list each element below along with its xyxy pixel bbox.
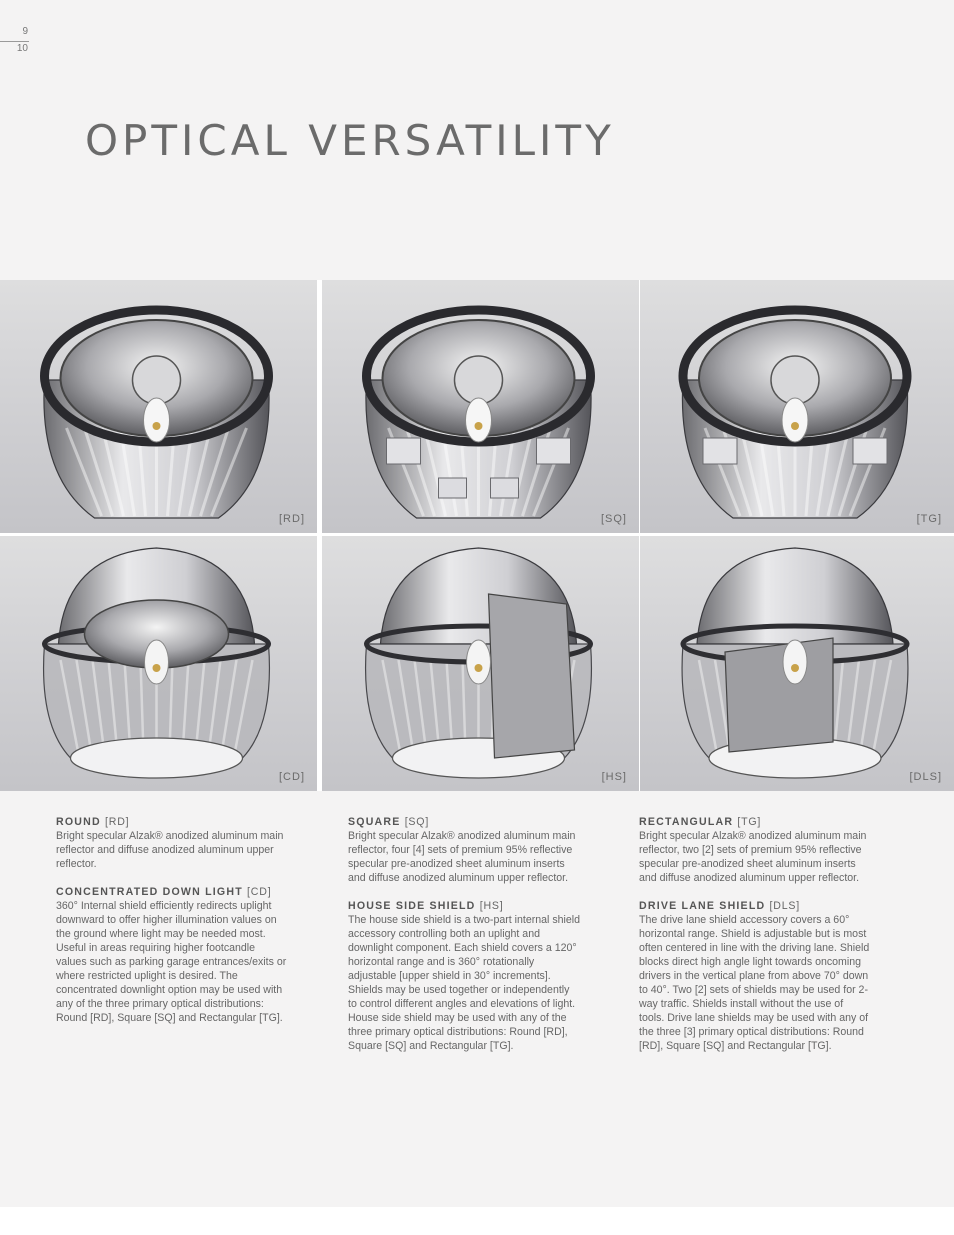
image-tag-cd: [CD] xyxy=(279,771,305,783)
column-right xyxy=(639,815,871,1067)
luminaire-illustration xyxy=(640,280,954,533)
image-tag-rd: [RD] xyxy=(279,513,305,525)
heading-rectangular: RECTANGULAR [TG] xyxy=(639,816,762,828)
text-drive-lane-shield: The drive lane shield accessory covers a 60° horizontal range. Shield is adjustable but is most often centered in line with the driving lane. Shield blocks direct high angle light towards oncoming drivers in the vertical plane from above 70° down to 40°. Two [2] sets of shields may be used for 2-way traffic. Shields install without the use of tools. Drive lane shields may be used with any of the three [3] primary optical distributions: Round [RD], Square [SQ] and Rectangular [TG]. xyxy=(639,914,870,1052)
image-tag-dls: [DLS] xyxy=(909,771,942,783)
image-tag-sq: [SQ] xyxy=(600,513,627,525)
heading-concentrated-down-light: CONCENTRATED DOWN LIGHT [CD] xyxy=(56,886,272,898)
text-round: Bright specular Alzak® anodized aluminum main reflector and diffuse anodized aluminum upper reflector. xyxy=(56,830,284,870)
heading-square: SQUARE [SQ] xyxy=(348,816,430,828)
image-rectangular xyxy=(640,280,954,533)
page-title: OPTICAL VERSATILITY xyxy=(85,116,615,165)
luminaire-illustration xyxy=(322,280,639,533)
column-middle xyxy=(348,815,580,1067)
image-house-side xyxy=(322,536,639,791)
heading-drive-lane-shield: DRIVE LANE SHIELD [DLS] xyxy=(639,900,801,912)
page-number-next: 10 xyxy=(16,43,28,54)
heading-house-side-shield: HOUSE SIDE SHIELD [HS] xyxy=(348,900,504,912)
luminaire-illustration xyxy=(640,536,954,791)
text-house-side-shield: The house side shield is a two-part internal shield accessory controlling both an uplight and downlight component. Each shield covers a 120° horizontal range and is 360° rotationally adjustable [upper shield in 30° increments]. Shields may be used together or independently to control different angles and elevations of light. House side shield may be used with any of the three primary optical distributions: Round [RD], Square [SQ] and Rectangular [TG]. xyxy=(348,914,581,1052)
image-concentrated xyxy=(0,536,317,791)
column-left xyxy=(56,815,288,1039)
image-drive-lane xyxy=(640,536,954,791)
luminaire-illustration xyxy=(322,536,639,791)
image-tag-tg: [TG] xyxy=(916,513,942,525)
text-concentrated-down-light: 360° Internal shield efficiently redirects uplight downward to offer higher illumination values on the ground where light may be needed most. Useful in areas requiring higher footcandle values such as parking garage entrances/exits or where restricted uplight is desired. The concentrated downlight option may be used with any of the three primary optical distributions: Round [RD], Square [SQ] and Rectangular [TG]. xyxy=(56,900,287,1024)
image-square xyxy=(322,280,639,533)
luminaire-illustration xyxy=(0,280,317,533)
luminaire-illustration xyxy=(0,536,317,791)
heading-round: ROUND [RD] xyxy=(56,816,130,828)
image-grid xyxy=(0,280,954,791)
text-square: Bright specular Alzak® anodized aluminum main reflector, four [4] sets of premium 95% reflective specular pre-anodized sheet aluminum inserts and diffuse anodized aluminum upper reflector. xyxy=(348,830,576,884)
text-rectangular: Bright specular Alzak® anodized aluminum main reflector, two [2] sets of premium 95% reflective specular pre-anodized sheet aluminum inserts and diffuse anodized aluminum upper reflector. xyxy=(639,830,867,884)
page-number-rule xyxy=(0,41,29,42)
page-number-current: 9 xyxy=(22,26,28,37)
image-round xyxy=(0,280,317,533)
image-tag-hs: [HS] xyxy=(601,771,627,783)
